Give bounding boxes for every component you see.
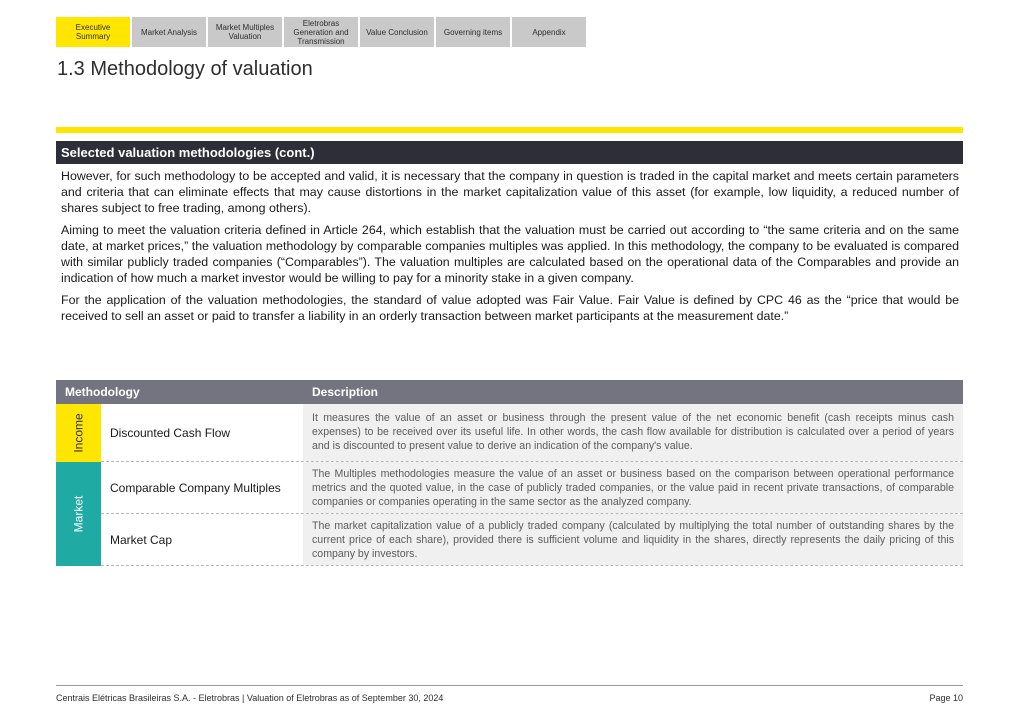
page-title: 1.3 Methodology of valuation	[57, 58, 313, 80]
page-number: Page 10	[929, 693, 963, 703]
body-text	[61, 168, 959, 330]
paragraph: Aiming to meet the valuation criteria defined in Article 264, which establish that the valuation must be carried out according to “the same criteria and on the same date, at market prices,” the valuation methodology by comparable companies multiples was applied. In this methodology, the company to be evaluated is compared with similar publicly traded companies (“Comparables”). The valuation multiples are calculated based on the operational data of the Comparables and provide an indication of how much a market investor would be willing to pay for a minority stake in a given company.	[61, 223, 959, 285]
section-header: Selected valuation methodologies (cont.)	[56, 141, 963, 164]
paragraph: For the application of the valuation methodologies, the standard of value adopted was Fair Value. Fair Value is defined by CPC 46 as the “price that would be received to sell an asset or paid to transfer a liability in an orderly transaction between market participants at the measurement date.”	[61, 293, 959, 323]
tab-governing-items[interactable]: Governing items	[436, 17, 510, 47]
tab-market-multiples-valuation[interactable]: Market Multiples Valuation	[208, 17, 282, 47]
header-description: Description	[312, 385, 379, 399]
method-name: Comparable Company Multiples	[101, 462, 303, 513]
table-header	[56, 380, 963, 404]
tab-market-analysis[interactable]: Market Analysis	[132, 17, 206, 47]
table-row	[101, 404, 963, 462]
method-name: Market Cap	[101, 514, 303, 565]
tab-generation-transmission[interactable]: Eletrobras Generation and Transmission	[284, 17, 358, 47]
method-description: The Multiples methodologies measure the value of an asset or business based on the comparison between operational performance metrics and the quoted value, in the case of publicly traded companies, or the value paid in recent private transactions, of comparable companies or companies operating in the same sector as the analyzed company.	[303, 462, 963, 513]
accent-divider	[56, 127, 963, 133]
group-market-label: Market	[71, 495, 86, 533]
group-income	[56, 404, 101, 462]
footer-company: Centrais Elétricas Brasileiras S.A. - Eletrobras | Valuation of Eletrobras as of September 30, 2024	[56, 693, 444, 703]
group-column	[56, 404, 101, 566]
footer-divider	[56, 685, 963, 686]
group-income-label: Income	[71, 413, 86, 453]
section-tabs	[56, 17, 586, 47]
tab-value-conclusion[interactable]: Value Conclusion	[360, 17, 434, 47]
table-row	[101, 462, 963, 514]
tab-executive-summary[interactable]: Executive Summary	[56, 17, 130, 47]
header-methodology: Methodology	[65, 385, 140, 399]
table-rows	[101, 404, 963, 566]
method-description: It measures the value of an asset or business through the present value of the net economic benefit (cash receipts minus cash expenses) to be received over its useful life. In other words, the cash flow available for distribution is calculated over a period of years and is discounted to present value to derive an indication of the company's value.	[303, 404, 963, 461]
table-row	[101, 514, 963, 566]
paragraph: However, for such methodology to be accepted and valid, it is necessary that the company in question is traded in the capital market and meets certain parameters and criteria that can eliminate effects that may cause distortions in the market capitalization value of this asset (for example, low liquidity, a reduced number of shares subject to free trading, among others).	[61, 169, 959, 215]
table-body	[56, 404, 963, 566]
tab-appendix[interactable]: Appendix	[512, 17, 586, 47]
method-name: Discounted Cash Flow	[101, 404, 303, 461]
methodology-table	[56, 380, 963, 566]
group-market	[56, 462, 101, 566]
method-description: The market capitalization value of a publicly traded company (calculated by multiplying the total number of outstanding shares by the current price of each share), provided there is sufficient volume and liquidity in the shares, directly represents the daily pricing of this company by investors.	[303, 514, 963, 565]
